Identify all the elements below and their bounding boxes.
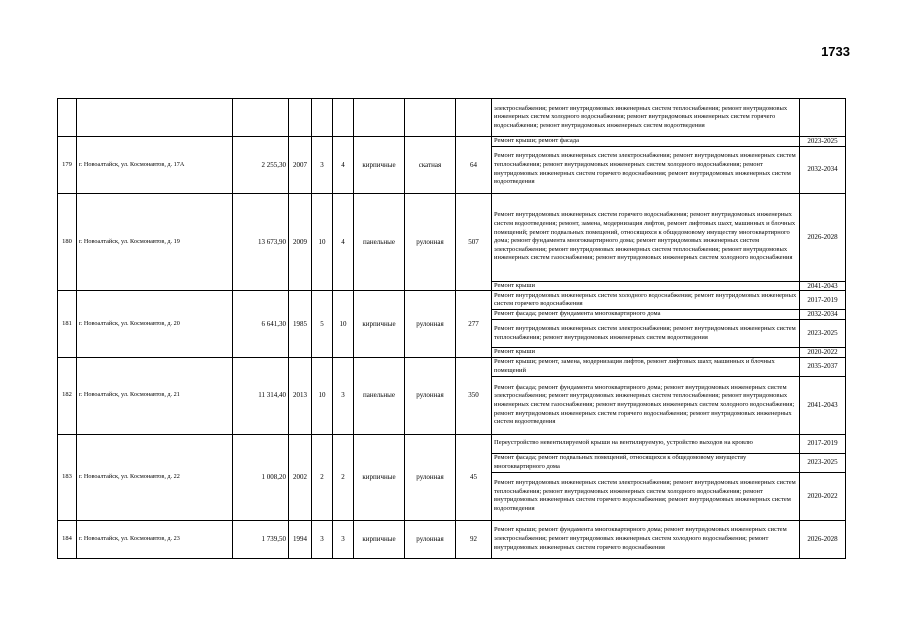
cell-address: г. Новоалтайск, ул. Космонавтов, д. 20	[77, 291, 233, 358]
cell-address: г. Новоалтайск, ул. Космонавтов, д. 17А	[77, 137, 233, 194]
cell-period: 2023-2025	[800, 320, 846, 348]
cell-works: Ремонт крыши	[492, 348, 800, 358]
cell-works: Ремонт крыши	[492, 281, 800, 291]
cell-address: г. Новоалтайск, ул. Космонавтов, д. 23	[77, 520, 233, 558]
cell-no: 184	[58, 520, 77, 558]
cell-no: 181	[58, 291, 77, 358]
cell-floors: 10	[312, 357, 333, 434]
cell-works: Переустройство невентилируемой крыши на вентилируемую, устройство выходов на кровлю	[492, 434, 800, 453]
cell-residents: 45	[456, 434, 492, 520]
cell-roof: рулонная	[405, 193, 456, 291]
cell-period	[800, 99, 846, 137]
cell-period: 2041-2043	[800, 376, 846, 434]
cell-period: 2035-2037	[800, 357, 846, 376]
cell-area: 1 008,20	[233, 434, 289, 520]
cell-period: 2023-2025	[800, 453, 846, 472]
capital-repair-registry-table	[57, 98, 846, 559]
cell-address: г. Новоалтайск, ул. Космонавтов, д. 22	[77, 434, 233, 520]
cell-walls: кирпичные	[354, 520, 405, 558]
cell-roof: рулонная	[405, 434, 456, 520]
cell-works: Ремонт внутридомовых инженерных систем холодного водоснабжения; ремонт внутридомовых инженерных систем горячего водоснабжения	[492, 291, 800, 310]
cell-roof: скатная	[405, 137, 456, 194]
cell-walls	[354, 99, 405, 137]
cell-year: 2009	[289, 193, 312, 291]
table-row	[58, 193, 846, 281]
cell-no	[58, 99, 77, 137]
cell-roof	[405, 99, 456, 137]
cell-residents	[456, 99, 492, 137]
cell-works: Ремонт фасада; ремонт фундамента многоквартирного дома; ремонт внутридомовых инженерных систем электроснабжения; ремонт внутридомовых инженерных систем теплоснабжения; ремонт внутридомовых инженерных систем газоснабжения; ремонт внутридомовых инженерных систем холодного водоснабжения; ремонт внутридомовых инженерных систем горячего водоснабжения; ремонт внутридомовых инженерных систем водоотведения	[492, 376, 800, 434]
cell-period: 2017-2019	[800, 291, 846, 310]
cell-area: 13 673,90	[233, 193, 289, 291]
cell-floors: 3	[312, 520, 333, 558]
cell-area: 2 255,30	[233, 137, 289, 194]
cell-no: 180	[58, 193, 77, 291]
cell-area	[233, 99, 289, 137]
cell-floors: 3	[312, 137, 333, 194]
cell-address: г. Новоалтайск, ул. Космонавтов, д. 21	[77, 357, 233, 434]
cell-residents: 507	[456, 193, 492, 291]
cell-no: 179	[58, 137, 77, 194]
cell-residents: 350	[456, 357, 492, 434]
cell-period: 2032-2034	[800, 310, 846, 320]
cell-entrances: 4	[333, 137, 354, 194]
cell-roof: рулонная	[405, 291, 456, 358]
cell-year	[289, 99, 312, 137]
cell-roof: рулонная	[405, 357, 456, 434]
cell-entrances	[333, 99, 354, 137]
cell-period: 2026-2028	[800, 193, 846, 281]
cell-residents: 277	[456, 291, 492, 358]
cell-period: 2020-2022	[800, 472, 846, 520]
cell-period: 2023-2025	[800, 137, 846, 147]
cell-works: Ремонт внутридомовых инженерных систем электроснабжения; ремонт внутридомовых инженерных систем теплоснабжения; ремонт внутридомовых инженерных систем водоотведения	[492, 320, 800, 348]
registry-body	[58, 99, 846, 559]
cell-works: Ремонт крыши; ремонт, замена, модернизация лифтов, ремонт лифтовых шахт, машинных и блочных помещений	[492, 357, 800, 376]
table-row	[58, 137, 846, 147]
cell-works: Ремонт крыши; ремонт фасада	[492, 137, 800, 147]
cell-year: 2013	[289, 357, 312, 434]
cell-residents: 64	[456, 137, 492, 194]
cell-works: Ремонт фасада; ремонт фундамента многоквартирного дома	[492, 310, 800, 320]
cell-period: 2032-2034	[800, 146, 846, 193]
cell-entrances: 4	[333, 193, 354, 291]
cell-period: 2017-2019	[800, 434, 846, 453]
cell-period: 2026-2028	[800, 520, 846, 558]
cell-area: 6 641,30	[233, 291, 289, 358]
cell-year: 2007	[289, 137, 312, 194]
cell-area: 11 314,40	[233, 357, 289, 434]
cell-floors: 2	[312, 434, 333, 520]
cell-walls: кирпичные	[354, 291, 405, 358]
cell-no: 182	[58, 357, 77, 434]
cell-works: Ремонт внутридомовых инженерных систем электроснабжения; ремонт внутридомовых инженерных систем теплоснабжения; ремонт внутридомовых инженерных систем холодного водоснабжения; ремонт внутридомовых инженерных систем горячего водоснабжения; ремонт внутридомовых инженерных систем водоотведения	[492, 146, 800, 193]
cell-works: электроснабжения; ремонт внутридомовых инженерных систем теплоснабжения; ремонт внутридомовых инженерных систем холодного водоснабжения; ремонт внутридомовых инженерных систем горячего водоснабжения; ремонт внутридомовых инженерных систем водоотведения	[492, 99, 800, 137]
cell-floors: 10	[312, 193, 333, 291]
cell-entrances: 3	[333, 357, 354, 434]
table-row	[58, 520, 846, 558]
table-row-continuation	[58, 99, 846, 137]
cell-period: 2041-2043	[800, 281, 846, 291]
cell-floors	[312, 99, 333, 137]
table-row	[58, 291, 846, 310]
cell-floors: 5	[312, 291, 333, 358]
cell-works: Ремонт внутридомовых инженерных систем горячего водоснабжения; ремонт внутридомовых инженерных систем водоотведения; ремонт, замена, модернизация лифтов, ремонт лифтовых шахт, машинных и блочных помещений; ремонт подвальных помещений, относящихся к общедомовому имуществу многоквартирного дома; ремонт фундамента многоквартирного дома; ремонт внутридомовых инженерных систем электроснабжения; ремонт внутридомовых инженерных систем теплоснабжения; ремонт внутридомовых инженерных систем газоснабжения; ремонт внутридомовых инженерных систем холодного водоснабжения	[492, 193, 800, 281]
cell-walls: панельные	[354, 193, 405, 291]
cell-year: 2002	[289, 434, 312, 520]
page-number: 1733	[821, 44, 850, 59]
cell-roof: рулонная	[405, 520, 456, 558]
cell-no: 183	[58, 434, 77, 520]
cell-works: Ремонт фасада; ремонт подвальных помещений, относящихся к общедомовому имуществу многоквартирного дома	[492, 453, 800, 472]
cell-walls: панельные	[354, 357, 405, 434]
table-row	[58, 357, 846, 376]
cell-period: 2020-2022	[800, 348, 846, 358]
cell-area: 1 739,50	[233, 520, 289, 558]
cell-address: г. Новоалтайск, ул. Космонавтов, д. 19	[77, 193, 233, 291]
cell-entrances: 10	[333, 291, 354, 358]
cell-year: 1985	[289, 291, 312, 358]
cell-residents: 92	[456, 520, 492, 558]
table-row	[58, 434, 846, 453]
cell-address	[77, 99, 233, 137]
cell-works: Ремонт крыши; ремонт фундамента многоквартирного дома; ремонт внутридомовых инженерных систем электроснабжения; ремонт внутридомовых инженерных систем холодного водоснабжения; ремонт внутридомовых инженерных систем горячего водоснабжения	[492, 520, 800, 558]
cell-walls: кирпичные	[354, 137, 405, 194]
cell-works: Ремонт внутридомовых инженерных систем электроснабжения; ремонт внутридомовых инженерных систем теплоснабжения; ремонт внутридомовых инженерных систем холодного водоснабжения; ремонт внутридомовых инженерных систем горячего водоснабжения; ремонт внутридомовых инженерных систем водоотведения	[492, 472, 800, 520]
cell-entrances: 2	[333, 434, 354, 520]
cell-year: 1994	[289, 520, 312, 558]
cell-walls: кирпичные	[354, 434, 405, 520]
cell-entrances: 3	[333, 520, 354, 558]
